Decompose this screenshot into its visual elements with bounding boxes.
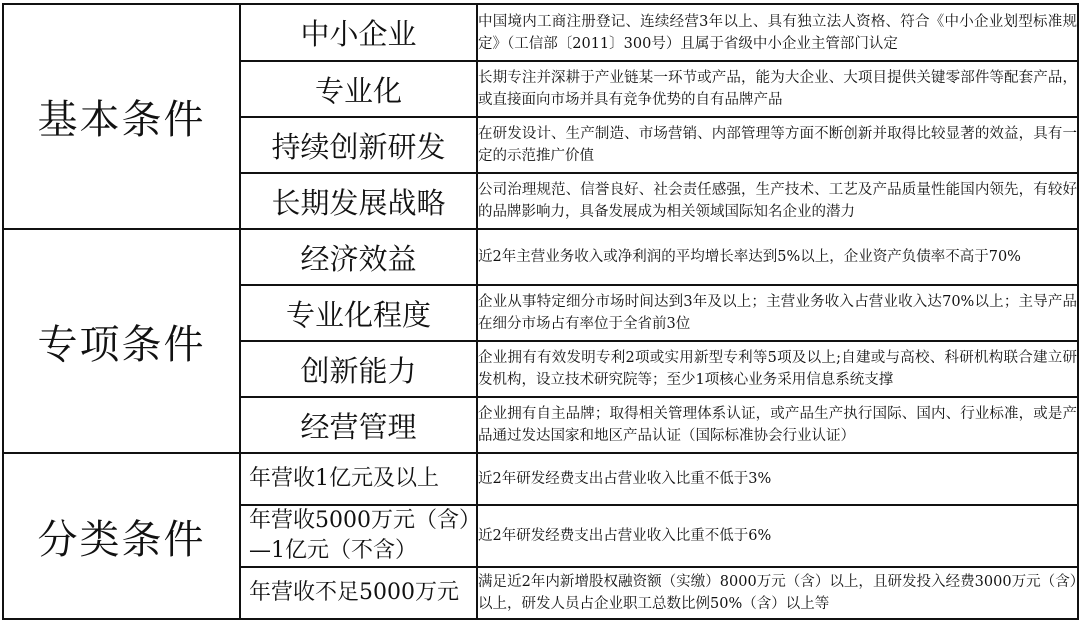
criterion-description: 满足近2年内新增股权融资额（实缴）8000万元（含）以上，且研发投入经费3000万元（含）以上，研发人员占企业职工总数比例50%（含）以上等	[477, 567, 1078, 619]
table-row	[3, 453, 1078, 505]
table-row	[3, 4, 1078, 61]
criterion-description: 近2年研发经费支出占营业收入比重不低于3%	[477, 453, 1078, 505]
criterion-label: 专业化	[240, 61, 477, 117]
criterion-label: 年营收5000万元（含）—1亿元（不含）	[240, 505, 477, 567]
criterion-label: 中小企业	[240, 4, 477, 61]
criterion-label: 年营收1亿元及以上	[240, 453, 477, 505]
criterion-label: 创新能力	[240, 341, 477, 397]
criterion-label: 长期发展战略	[240, 173, 477, 229]
criterion-label: 经济效益	[240, 229, 477, 285]
criterion-description: 近2年主营业务收入或净利润的平均增长率达到5%以上，企业资产负债率不高于70%	[477, 229, 1078, 285]
criterion-description: 在研发设计、生产制造、市场营销、内部管理等方面不断创新并取得比较显著的效益，具有一定的示范推广价值	[477, 117, 1078, 173]
criterion-description: 中国境内工商注册登记、连续经营3年以上、具有独立法人资格、符合《中小企业划型标准规定》（工信部〔2011〕300号）且属于省级中小企业主管部门认定	[477, 4, 1078, 61]
criterion-label: 年营收不足5000万元	[240, 567, 477, 619]
criterion-label: 专业化程度	[240, 285, 477, 341]
criterion-description: 长期专注并深耕于产业链某一环节或产品，能为大企业、大项目提供关键零部件等配套产品，或直接面向市场并具有竞争优势的自有品牌产品	[477, 61, 1078, 117]
criterion-description: 企业拥有有效发明专利2项或实用新型专利等5项及以上;自建或与高校、科研机构联合建立研发机构，设立技术研究院等；至少1项核心业务采用信息系统支撑	[477, 341, 1078, 397]
group-category-title: 分类条件	[3, 453, 240, 619]
table-row	[3, 229, 1078, 285]
group-basic-title: 基本条件	[3, 4, 240, 229]
criterion-label: 持续创新研发	[240, 117, 477, 173]
criterion-description: 公司治理规范、信誉良好、社会责任感强，生产技术、工艺及产品质量性能国内领先，有较好的品牌影响力，具备发展成为相关领域国际知名企业的潜力	[477, 173, 1078, 229]
group-special-title: 专项条件	[3, 229, 240, 453]
criteria-table	[2, 3, 1079, 620]
criterion-label: 经营管理	[240, 397, 477, 453]
criterion-description: 近2年研发经费支出占营业收入比重不低于6%	[477, 505, 1078, 567]
criterion-description: 企业拥有自主品牌；取得相关管理体系认证，或产品生产执行国际、国内、行业标准，或是产品通过发达国家和地区产品认证（国际标准协会行业认证）	[477, 397, 1078, 453]
criterion-description: 企业从事特定细分市场时间达到3年及以上；主营业务收入占营业收入达70%以上；主导产品在细分市场占有率位于全省前3位	[477, 285, 1078, 341]
